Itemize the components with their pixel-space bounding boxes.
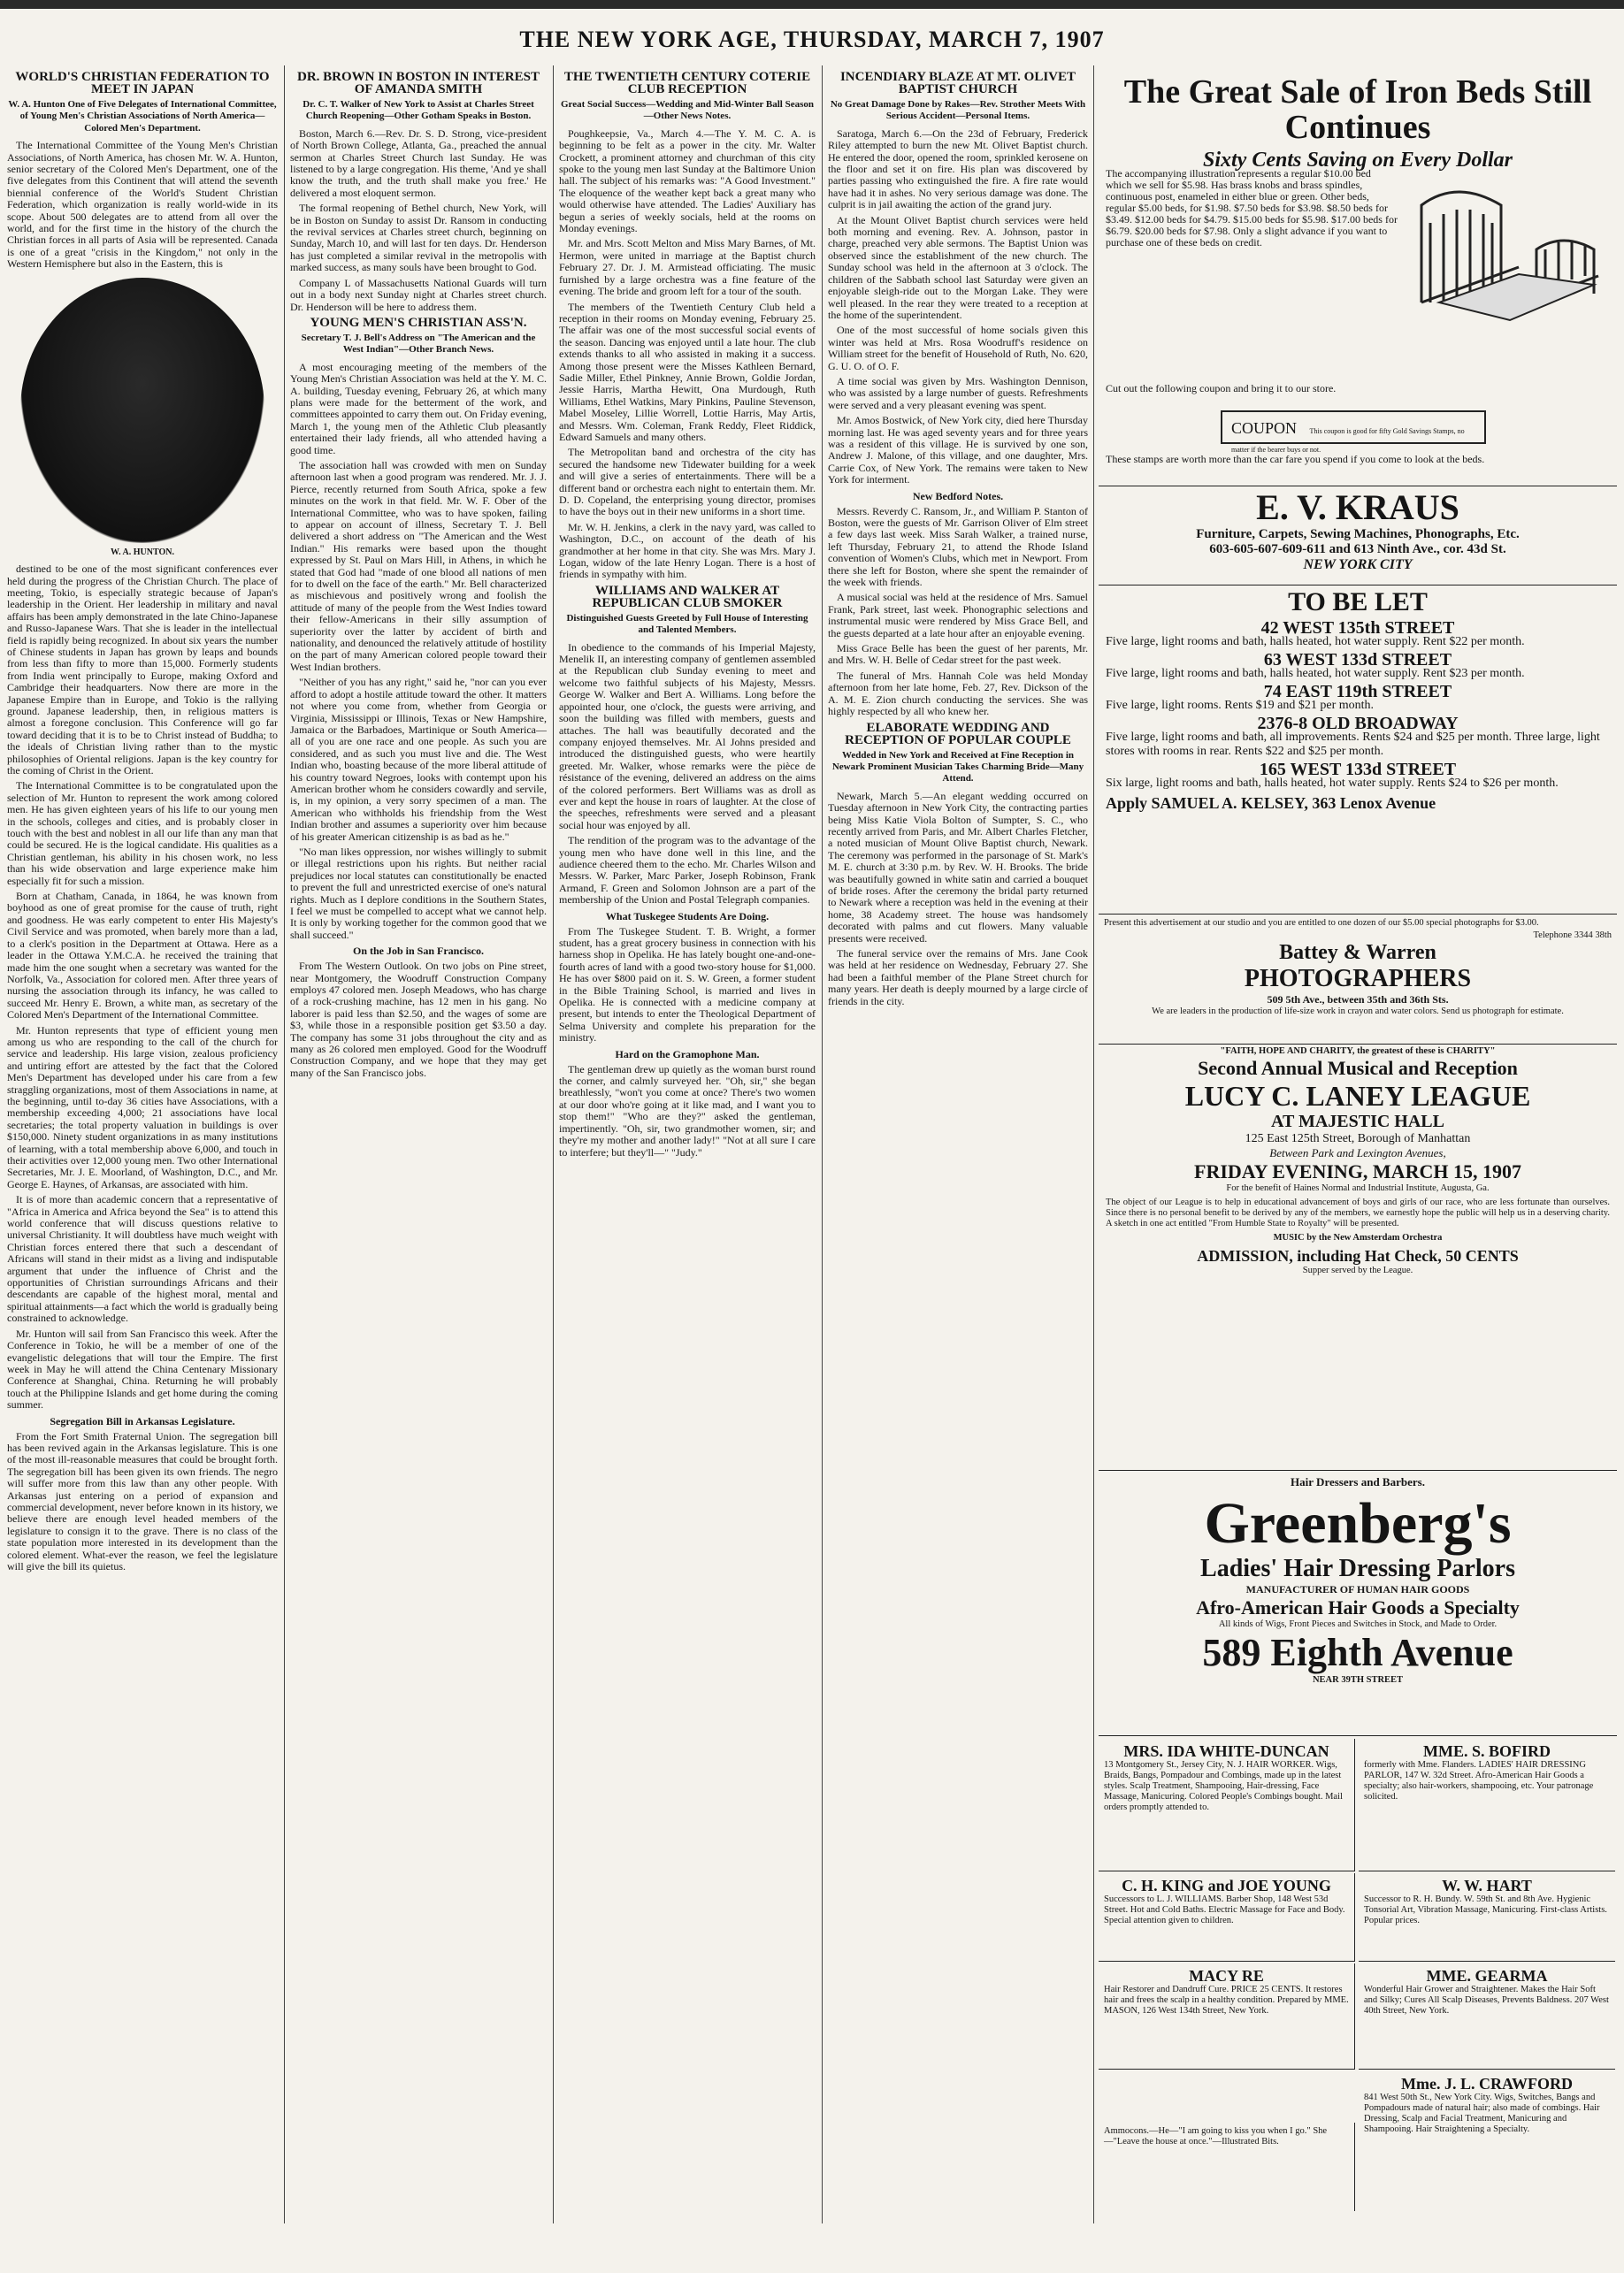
listing-item (1106, 762, 1610, 791)
ad-small (1359, 2071, 1615, 2213)
article-headline: YOUNG MEN'S CHRISTIAN ASS'N. (310, 315, 527, 330)
article-paragraph: Mr. W. H. Jenkins, a clerk in the navy yard, was called to Washington, D.C., on account of the death of his grandmother at her home in that city. She was Mrs. Mary J. Logan, widow of the late Henry Logan. There is a host of friends in sympathy with him. (559, 520, 816, 581)
article-paragraph: The rendition of the program was to the advantage of the young men who have done well in this line, and the audience cheered them to the echo. Mr. Charles Wilson and Messrs. W. Parker, Marc Parker, Joseph Robinson, Frank Armand, F. Green and Solomon Johnson are a part of the membership of the Union and Postal Telegraph companies. (559, 834, 816, 907)
ad-body: formerly with Mme. Flanders. LADIES' HAIR DRESSING PARLOR, 147 W. 32d Street. Afro-American Hair Goods a specialty; also hair-workers, shampooing, etc. Your patronage solicited. (1364, 1760, 1594, 1802)
joke-text: Ammocons.—He—"I am going to kiss you when I go." She—"Leave the house at once."—Illustrated Bits. (1104, 2126, 1328, 2147)
listing-address: 42 WEST 135th STREET (1260, 618, 1455, 638)
masthead-text: THE NEW YORK AGE, THURSDAY, MARCH 7, 1907 (519, 27, 1105, 52)
ad-kraus (1099, 488, 1617, 585)
article-headline: INCENDIARY BLAZE AT MT. OLIVET BAPTIST CHURCH (839, 70, 1076, 96)
article-paragraph: The association hall was crowded with men on Sunday afternoon last when a good program was rendered. Mr. J. J. Pierce, recently returned from South Africa, spoke a few minutes on the work in that field. Mr. W. F. Ober of the International Committee, who was to have spoken, failing to appear on account of illness, Secretary T. J. Bell delivered a short address on "The American and the West Indian." His remarks were based upon the thought expressed by St. Paul on Mars Hill, in Athens, in which he stated that God had "made of one blood all nations of men for to dwell on the face of the earth." Mr. Bell characterized as mischievous and positively wrong and foolish the attitude of many of the people from the West Indies toward their fellow-Americans in their silly assumption of superiority over the latter by accident of birth and nationality, and denounced the relatively attitude of hostility on the part of many American colored people toward their West Indian brothers. (290, 458, 547, 673)
ad-date: FRIDAY EVENING, MARCH 15, 1907 (1194, 1160, 1521, 1182)
ad-motto: "FAITH, HOPE AND CHARITY, the greatest of these is CHARITY" (1220, 1046, 1496, 1056)
ad-name: Battey & Warren (1279, 941, 1436, 964)
article-paragraph: A musical social was held at the residence of Mrs. Samuel Frank, Park street, last week. Phonographic selections and instrumental music were rendered by Miss Grace Bell, and the guests departed at a late hour after an enjoyable evening. (828, 591, 1088, 639)
article-headline: Hard on the Gramophone Man. (615, 1047, 760, 1060)
ad-small (1359, 1873, 1615, 1962)
ad-tagline: Sixty Cents Saving on Every Dollar (1202, 149, 1513, 172)
article-headline: WILLIAMS AND WALKER AT REPUBLICAN CLUB SMOKER (592, 583, 783, 610)
article-headline: DR. BROWN IN BOSTON IN INTEREST OF AMANDA SMITH (297, 70, 540, 96)
ad-small (1359, 1739, 1615, 1871)
ad-small (1099, 1739, 1355, 1871)
article-paragraph: The members of the Twentieth Century Club held a reception in their rooms on Monday evening, February 25. The affair was one of the most successful social events of the season. Dancing was enjoyed until a late hour. The club extends thanks to all who assisted in making it a success. Among those present were the Misses Kathleen Bernard, Sadie Miller, Ethel Pinkney, Annie Brown, Goldie Jordan, Jessie Harris, Martha Hewitt, Ona Murdough, Ruth Williams, Ethel Watkins, Mary Pinkins, Pauline Stevenson, Mabel Moseley, Lillie Worrell, Lottie Harris, May Artis, and Messrs. Wm. Coleman, Frank Reddy, Fleet Riddick, Edward Samuels and many others. (559, 300, 816, 443)
column-rule (822, 65, 823, 2223)
ad-heading: TO BE LET (1288, 587, 1428, 616)
ad-address: 589 Eighth Avenue (1202, 1631, 1513, 1674)
article-subhead: Great Social Success—Wedding and Mid-Winter Ball Season—Other News Notes. (560, 99, 815, 122)
article-paragraph: Company L of Massachusetts National Guards will turn out in a body next Sunday night at Charles street church. Dr. Henderson will be here to address them. (290, 276, 547, 313)
article-paragraph: Mr. and Mrs. Scott Melton and Miss Mary Barnes, of Mt. Hermon, were united in marriage at the Baptist church February 27. Dr. J. M. Armistead officiating. The music furnished by a large orchestra was a fine feature of the evening. The bride and groom left for a tour of the south. (559, 237, 816, 298)
article-paragraph: Saratoga, March 6.—On the 23d of February, Frederick Riley attempted to burn the new Mt. Olivet Baptist church. He entered the door, opened the room, sprinkled kerosene on the floor and set it on fire. His plan was discovered by parties passing who extinguished the fire. A fire rate would have had it in ashes. No very serious damage was done. The culprit is in jail awaiting the action of the grand jury. (828, 126, 1088, 211)
joke (1099, 2123, 1355, 2211)
coupon-box (1221, 410, 1486, 454)
ad-battey-warren (1099, 916, 1617, 1045)
ad-name: E. V. KRAUS (1256, 488, 1459, 527)
column-2 (290, 69, 547, 2254)
listing-address: 165 WEST 133d STREET (1259, 760, 1457, 779)
ad-body: Hair Restorer and Dandruff Cure. PRICE 25 CENTS. It restores hair and frees the scalp in a healthy condition. Prepared by MME. MASON, 126 West 134th Street, New York. (1104, 1985, 1349, 2016)
ad-line: Afro-American Hair Goods a Specialty (1196, 1596, 1520, 1619)
ad-between: Between Park and Lexington Avenues, (1269, 1146, 1446, 1159)
article-paragraph: The funeral service over the remains of Mrs. Jane Cook was held at her residence on Wednesday, February 27. She had been a faithful member of the Plane Street church for many years. Her death is deeply mourned by a large circle of friends in the city. (828, 947, 1088, 1007)
ad-name: MME. S. BOFIRD (1423, 1742, 1551, 1760)
article-headline: On the Job in San Francisco. (352, 945, 485, 958)
ad-body: Wonderful Hair Grower and Straightener. Makes the Hair Soft and Silky; Cures All Scalp Diseases, Prevents Baldness. 207 West 40th Street, New York. (1364, 1985, 1609, 2016)
ad-line: 603-605-607-609-611 and 613 Ninth Ave., cor. 43d St. (1209, 542, 1506, 556)
listing-desc: Five large, light rooms and bath, halls heated, hot water supply. Rent $22 per month. (1106, 635, 1525, 648)
ad-body: 841 West 50th St., New York City. Wigs, Switches, Bangs and Pompadours made of natural hair; also made of combings. Hair Dressing, Scalp and Facial Treatment, Manicuring and Shampooing. Hair Straightening a Specialty. (1364, 2093, 1600, 2134)
article-paragraph: Mr. Amos Bostwick, of New York city, died here Thursday morning last. He was aged seventy years and for three years was a resident of this village. He is survived by one son, Andrew J. Malone, of this village, and one daughter, Mrs. Carrie Cox, of New York. The remains were taken to New York for interment. (828, 414, 1088, 486)
bed-illustration (1404, 170, 1612, 347)
listing-address: 63 WEST 133d STREET (1263, 650, 1452, 670)
ad-title: Second Annual Musical and Reception (1198, 1057, 1518, 1079)
article-paragraph: At the Mount Olivet Baptist church services were held both morning and evening. Rev. A. Johnson, pastor in charge, preached very able sermons. The Baptist Union was observed since the establishment of the new church. The Sunday school was held in the afternoon at 3 o'clock. The children of the Sabbath school last Saturday were given an enjoyable sleigh-ride out to the Morgan Lake. They were well pleased. In the rear they were treated to a reception at the home of the superintendent. (828, 213, 1088, 321)
ad-name: C. H. KING and JOE YOUNG (1122, 1877, 1331, 1894)
ad-headline: The Great Sale of Iron Beds Still Continues (1123, 73, 1592, 146)
article-paragraph: Poughkeepsie, Va., March 4.—The Y. M. C. A. is beginning to be felt as a power in the city. Mr. Walter Crockett, a prominent attorney and churchman of this city spoke to the young men last Sunday at the Baltimore Union hall. The subject of his remarks was: "A Good Investment." The eloquence of the weather kept back a great many who would otherwise have attended. The Ladies' Auxiliary has begun a series of weekly socials, held at the rooms on Monday evenings. (559, 126, 816, 235)
ad-small (1099, 1873, 1355, 1962)
ad-iron-beds (1099, 71, 1617, 486)
article-subhead: Secretary T. J. Bell's Address on "The American and the West Indian"—Other Branch News. (301, 332, 536, 356)
article-subhead: Dr. C. T. Walker of New York to Assist at Charles Street Church Reopening—Other Gotham Speaks in Boston. (303, 99, 534, 122)
ad-name: MRS. IDA WHITE-DUNCAN (1123, 1742, 1329, 1760)
listing-list (1099, 618, 1617, 812)
ad-name: MME. GEARMA (1426, 1967, 1548, 1985)
article-paragraph: The gentleman drew up quietly as the woman burst round the corner, and calmly surveyed her. "Oh, sir," she began breathlessly, "won't you come at once? There's two women at our door who're going at it like mad, and I want you to stop them!" "Who are they?" asked the gentleman, impertinently. "Oh, sir, two grandmother women, sir; and they're my mother and another lady!" "Not at all sure I care to interfere; but they'll—" "Judy." (559, 1062, 816, 1159)
ad-line: All kinds of Wigs, Front Pieces and Switches in Stock, and Made to Order. (1218, 1619, 1498, 1629)
article-paragraph: It is of more than academic concern that a representative of "Africa in America and Africa beyond the Sea" is to attend this world conference that will discuss questions relative to universal Christianity. It will doubtless have much weight with Christian forces entered there that such a descendant of Africans will stand in their midst as a living and indisputable argument that under the influence of Christ and the opportunities of Christian surroundings Africans and their descendants are capable of the highest moral, mental and spiritual attainments—a fact which the world is gradually being constrained to acknowledge. (7, 1193, 278, 1325)
article-headline: ELABORATE WEDDING AND RECEPTION OF POPULAR COUPLE (845, 720, 1071, 747)
article-paragraph: "Neither of you has any right," said he, "nor can you ever afford to adopt a hostile attitude toward the other. It matters not where you come from, whether from Georgia or Virginia, Mississippi or Illinois, Texas or New Hampshire, Jamaica or the Barbadoes, Martinique or South America—all of you are one race and one people. As such you are considered, and as such you must live and die. The West Indian who, boasting because of the more liberal attitude of his country toward Negroes, looks with contempt upon his American brother whom he considers cowardly and servile, is, in my opinion, a very sorry specimen of a man. The American who withholds his friendship from the West Indian brother and assumes a superiority over him because of his greater American citizenship is as bad as he." (290, 676, 547, 843)
listing-address: 74 EAST 119th STREET (1263, 682, 1452, 701)
ad-cutout-note: Cut out the following coupon and bring it to our store. (1106, 382, 1337, 394)
article-paragraph: One of the most successful of home socials given this winter was held at Mrs. Rosa Woodruff's residence on William street for the benefit of Household of Ruth, No. 620, G. U. O. of O. F. (828, 324, 1088, 372)
article-headline: Segregation Bill in Arkansas Legislature. (50, 1414, 235, 1427)
column-rule (553, 65, 554, 2223)
article-paragraph: Messrs. Reverdy C. Ransom, Jr., and William P. Stanton of Boston, were the guests of Mr. Garrison Oliver of Elm street a few days last week. Miss Sarah Walker, a trained nurse, left Thursday, February 21, to attend the Rhode Island convention of Women's Clubs, which met in Newport. From there she left for Boston, where she spent the remainder of the week with friends. (828, 504, 1088, 589)
ad-line: NEW YORK CITY (1303, 557, 1413, 572)
article-paragraph: The funeral of Mrs. Hannah Cole was held Monday afternoon from her late home, Feb. 27, Rev. Dickson of the A. M. E. Zion church conducting the services. She was highly respected by all who knew her. (828, 669, 1088, 718)
article-paragraph: "No man likes oppression, nor wishes willingly to submit or illegal restrictions upon his rights. But neither racial prejudices nor local statutes can constitutionally be enacted to prevent the full and unrestricted exercise of one's natural rights. Much as I deplore conditions in the Southern States, I feel we must be compelled to accept what we cannot help. It is only by working together for the common good that we shall succeed." (290, 845, 547, 941)
article-paragraph: destined to be one of the most significant conferences ever held during the progress of the Christian Church. The place of meeting, Tokio, is especially strategic because of Japan's leadership in the Orient. Her leadership in military and naval affairs has been amply demonstrated in the late Chino-Japanese and Russo-Japanese Wars. That she is leader in the intellectual field is rapidly being recognized. In about six years the number of Chinese students in Japan has grown by leaps and bounds from less than fifty to more than 15,000. Formerly students from India went principally to Europe, making Oxford and Cambridge their headquarters. Now there are more in the Japanese Empire than in Europe, and Tokio is the rallying ground. Japanese leadership, then, in religious matters is almost a foregone conclusion. This Conference will go far toward deciding that it is to be to Christ instead of Buddha; to the ideals of Christian living rather than to the mystic philosophies of Oriental religions. Japan is the key country for the coming of Christ in the Orient. (7, 563, 278, 777)
article-paragraph: A time social was given by Mrs. Washington Dennison, who was assisted by a large number of guests. Refreshments were served and a very pleasant evening was spent. (828, 374, 1088, 411)
ad-address: 509 5th Ave., between 35th and 36th Sts. (1267, 993, 1449, 1006)
listing-desc: Five large, light rooms and bath, halls heated, hot water supply. Rent $23 per month. (1106, 667, 1525, 680)
ad-music: MUSIC by the New Amsterdam Orchestra (1273, 1233, 1443, 1243)
ad-line: Ladies' Hair Dressing Parlors (1200, 1555, 1515, 1582)
masthead (0, 0, 1624, 55)
article-headline: New Bedford Notes. (912, 489, 1004, 502)
article-subhead: Distinguished Guests Greeted by Full House of Interesting and Talented Members. (566, 612, 808, 636)
listing-desc: Five large, light rooms and bath, all improvements. Rents $24 and $25 per month. Three large, light stores with rooms in rear. Rents $22 and $25 per month. (1106, 731, 1600, 758)
ad-top-note: Present this advertisement at our studio and you are entitled to one dozen of our $5.00 special photographs for $3.00. (1104, 918, 1539, 928)
portrait-photo (20, 278, 264, 543)
ad-title-main: LUCY C. LANEY LEAGUE (1184, 1080, 1531, 1112)
ad-address: 125 East 125th Street, Borough of Manhattan (1245, 1132, 1471, 1145)
ad-benefit: For the benefit of Haines Normal and Industrial Institute, Augusta, Ga. (1226, 1183, 1490, 1193)
ad-subtitle: PHOTOGRAPHERS (1244, 965, 1472, 992)
article-paragraph: Born at Chatham, Canada, in 1864, he was known from boyhood as one of great promise for the cause of truth, right and goodness. He was early competent to enter His Majesty's Civil Service and was promoted, when barely more than a lad, to a clerk's position in the Department at Ottawa. Here as a leader in the Ottawa Y.M.C.A. he received the training that made him the one sought when a secretary was wanted for the Norfolk, Va., Association for colored men. After three years of nursing the association through its infancy, he was called to succeed Mr. Henry E. Brown, a white man, as secretary of the Colored Men's Department of the International Committee. (7, 890, 278, 1022)
article-paragraph: Miss Grace Belle has been the guest of her parents, Mr. and Mrs. W. H. Belle of Cedar street for the past week. (828, 642, 1088, 667)
ad-note: We are leaders in the production of life-size work in crayon and water colors. Send us photograph for estimate. (1152, 1006, 1564, 1016)
listing-item (1106, 618, 1610, 649)
ad-name: W. W. HART (1442, 1877, 1532, 1894)
article-paragraph: From the Fort Smith Fraternal Union. The segregation bill has been revived again in the Arkansas legislature. This is one of the most ill-reasonable measures that could be brought forth. The segregation bill has been given its own friends. The negro will suffer more from this law than any other people. With Arkansas just entering on a period of expansion and commercial development, never before known in its history, we believe there are enough level headed members of the legislature to consign it to the grave. There is no class of the state population more interested in its development than the colored element. What-ever the reason, we feel the legislature will give the bill its quietus. (7, 1429, 278, 1573)
column-3 (559, 69, 816, 2254)
listing-desc: Five large, light rooms. Rents $19 and $21 per month. (1106, 699, 1375, 712)
ad-small (1359, 1963, 1615, 2070)
article-paragraph: The formal reopening of Bethel church, New York, will be in Boston on Sunday to assist Dr. Ransom in conducting the revival services at Charles street church, beginning on Sunday, March 10, and will last for ten days. Dr. Henderson has just completed a similar revival in the metropolis with marked success, as many souls have been brought to God. (290, 202, 547, 274)
article-paragraph: The Metropolitan band and orchestra of the city has secured the handsome new Tidewater building for a week and will give a series of entertainments. There will be a different band or orchestra each night to entertain them. Mr. D. D. Copeland, the enterprising young director, promises to have the boys out in their new uniforms in a short time. (559, 446, 816, 518)
article-headline: THE TWENTIETH CENTURY COTERIE CLUB RECEPTION (563, 70, 811, 96)
article-paragraph: Mr. Hunton represents that type of efficient young men among us who are responding to the call of the church for service and leadership. His large vision, zealous proficiency and untiring effort are attested by the fact that the Colored Men's Department has developed under his care from a few straggling organizations, most of them Associations in name, at the beginning, until to-day 36 cities have Associations, with a membership exceeding 4,000; 21 associations have local secretaries; the total property valuation in buildings is over $150,000. Ninety student organizations in as many institutions of learning, with a total membership above 6,000, and touch in their activities over 12,000 young men. Two other International Secretaries, Mr. J. E. Moorland, of Washington, D.C., and Mr. George E. Haynes, of Arkansas, are associated with him. (7, 1023, 278, 1190)
ad-name: MACY RE (1189, 1967, 1264, 1985)
article-paragraph: From The Tuskegee Student. T. B. Wright, a former student, has a great grocery business in connection with his harness shop in Opelika. He has lately bought one-and-one-fourth acres of land with a good two-story house for $1,000. He has over $800 paid on it. S. W. Green, a former student in the Bible Training School, is married and lives in Opelika. He is connected with a medicine company at present, but intends to enter the Theological Department of Selma University and complete his preparation for the ministry. (559, 924, 816, 1045)
column-rule (1093, 65, 1094, 2223)
column-rule (284, 65, 285, 2223)
column-4 (828, 69, 1088, 2254)
section-label: Hair Dressers and Barbers. (1291, 1475, 1425, 1489)
ad-name: Greenberg's (1204, 1493, 1512, 1556)
coupon-fine-print: This coupon is good for fifty Gold Savings Stamps, no matter if the bearer buys or not. (1231, 427, 1465, 454)
article-headline: WORLD'S CHRISTIAN FEDERATION TO MEET IN JAPAN (15, 70, 270, 96)
ad-line: Furniture, Carpets, Sewing Machines, Phonographs, Etc. (1196, 527, 1520, 541)
listing-item (1106, 682, 1610, 713)
article-paragraph: From The Western Outlook. On two jobs on Pine street, near Montgomery, the Woodruff Construction Company employs 47 colored men. Joseph Meadows, who has charge of a rock-crushing machine, has 12 men in his gang. No laborer is paid less than $2.50, and the wages of some are $3, while those in a responsible position get $3.50 a day. The company has some 31 jobs throughout the city and as many as 26 colored men employed. Good for the Woodruff Construction Company, and we hope that they may get many of the San Francisco jobs. (290, 960, 547, 1079)
ad-supper: Supper served by the League. (1302, 1266, 1413, 1275)
article-paragraph: Newark, March 5.—An elegant wedding occurred on Tuesday afternoon in New York City, the contracting parties being Miss Katie Viola Bolton of Sumpter, S. C., who recently arrived from Paris, and Mr. Albert Charles Fletcher, a noted musician of Mount Olive Baptist church, Newark. The ceremony was performed in the parsonage of St. Mark's M. E. church at 3:30 p.m. by Rev. W. H. Brooks. The bride was beautifully gowned in white satin and carried a bouquet of bride roses. After the ceremony the bridal party returned to Newark where a reception was held in the evening at their home, 38 Academy street. The house was handsomely decorated with palms and cut flowers. Many valuable presents were received. (828, 789, 1088, 945)
listing-item (1106, 716, 1610, 759)
column-1 (7, 69, 278, 2254)
article-subhead: W. A. Hunton One of Five Delegates of International Committee, of Young Men's Christian Associations of North America—Colored Men's Department. (8, 99, 277, 134)
ad-venue: AT MAJESTIC HALL (1271, 1112, 1444, 1131)
article-paragraph: Boston, March 6.—Rev. Dr. S. D. Strong, vice-president of North Brown College, Atlanta, Ga., preached the annual sermon at Charles Street Church last Sunday. He was listened to by a large congregation. His theme, 'And ye shall know the truth, and the truth shall make you free.' He delivered a most eloquent sermon. (290, 126, 547, 199)
ad-phone: Telephone 3344 38th (1533, 930, 1612, 940)
article-headline: What Tuskegee Students Are Doing. (605, 909, 770, 922)
ad-name: Mme. J. L. CRAWFORD (1401, 2075, 1573, 2093)
listing-desc: Six large, light rooms and bath, halls heated, hot water supply. Rents $24 to $26 per month. (1106, 777, 1559, 790)
ad-laney-league (1099, 1046, 1617, 1471)
ad-small (1099, 1963, 1355, 2070)
ad-greenberg (1099, 1493, 1617, 1736)
ad-admission: ADMISSION, including Hat Check, 50 CENTS (1197, 1247, 1519, 1265)
ad-near: NEAR 39TH STREET (1312, 1675, 1404, 1685)
listing-address: 2376-8 OLD BROADWAY (1257, 714, 1459, 733)
coupon-label: COUPON (1231, 419, 1298, 437)
article-paragraph: The International Committee of the Young Men's Christian Associations, of North America, has chosen Mr. W. A. Hunton, senior secretary of the Colored Men's Department, one of the five delegates from this Continent that will attend the seventh biennial conference of the World's Student Christian Federation, which organization is really world-wide in its scope. About 500 delegates are to attend from all over the world, and for the first time in the history of the church the Christian forces in all parts of Asia will be represented. Canada is one of a great "crisis in the Kingdom," not only in the Western Hemisphere but also in the Eastern, this is (7, 139, 278, 271)
ad-apply: Apply SAMUEL A. KELSEY, 363 Lenox Avenue (1106, 794, 1436, 812)
ad-body: 13 Montgomery St., Jersey City, N. J. HAIR WORKER. Wigs, Braids, Bangs, Pompadour and Combings, made up in the latest styles. Scalp Treatment, Shampooing, Hair-dressing, Face Massage, Manicuring. Colored People's Combings bought. Mail orders promptly attended to. (1104, 1760, 1343, 1812)
article-subhead: No Great Damage Done by Rakes—Rev. Strother Meets With Serious Accident—Personal Items. (830, 99, 1086, 122)
listing-item (1106, 650, 1610, 681)
ad-body: Successor to R. H. Bundy. W. 59th St. and 8th Ave. Hygienic Tonsorial Art, Vibration Massage, Manicuring. First-class Artists. Popular prices. (1364, 1894, 1607, 1925)
ad-body: Successors to L. J. WILLIAMS. Barber Shop, 148 West 53d Street. Hot and Cold Baths. Electric Massage for Face and Body. Special attention given to children. (1104, 1894, 1345, 1925)
ad-body: The accompanying illustration represents a regular $10.00 bed which we sell for $5.98. Has brass knobs and brass spindles, continuous post, enameled in either blue or green. Other beds, regular $5.00 beds, for $1.98. $7.50 beds for $3.98. $8.50 beds for $3.49. $12.00 beds for $4.79. $15.00 beds for $5.98. $17.00 beds for $6.79. $20.00 beds for $7.98. Only a slight advance if you want to purchase one of these beds on credit. (1106, 167, 1398, 249)
article-paragraph: A most encouraging meeting of the members of the Young Men's Christian Association was held at the Y. M. C. A. building, Tuesday evening, February 26, at which many plans were made for the betterment of the work, and committees appointed to carry them out. On Friday evening, March 1, the young men of the Athletic Club pleasantly entertained their lady friends, all who attended having a good time. (290, 360, 547, 456)
article-paragraph: Mr. Hunton will sail from San Francisco this week. After the Conference in Tokio, he will be a member of one of the evangelistic delegations that will tour the Empire. The first week in May he will attend the China Centenary Missionary Conference at Shanghai, China. Returning he will probably touch at the Philippine Islands and get home during the coming summer. (7, 1327, 278, 1412)
ad-to-let (1099, 587, 1617, 915)
article-paragraph: The International Committee is to be congratulated upon the selection of Mr. Hunton to represent the work among colored men. He has given eighteen years of his life to our young men in the schools, colleges and cities, and is probably closer in touch with the best and noblest in all our life than any man that could be secured. He is the logical candidate. His qualities as a Christian gentleman, his ability in his chosen work, no less than his wide observation and large experience make him especially fit for such a mission. (7, 779, 278, 887)
article-subhead: Wedded in New York and Received at Fine Reception in Newark Prominent Musician Takes Charming Bride—Many Attend. (831, 749, 1084, 784)
photo-caption: W. A. HUNTON. (111, 547, 174, 557)
ad-stamps-note: These stamps are worth more than the car fare you spend if you come to look at the beds. (1106, 453, 1485, 465)
ad-body: The object of our League is to help in educational advancement of boys and girls of our race, who are less fortunate than ourselves. Since there is no personal benefit to be derived by any of the members, we earnestly hope the public will help us in a deserving charity. A sketch in one act entitled "From Humble State to Royalty" will be presented. (1106, 1198, 1610, 1228)
article-paragraph: In obedience to the commands of his Imperial Majesty, Menelik II, an interesting company of gentlemen assembled at the Republican club Sunday evening to meet and welcome two faithful subjects of his Majesty, Messrs. George W. Walker and Bert A. Williams. Long before the appointed hour, one o'clock, the guests were arriving, and soon the building was filled with members, guests and attaches. The hall was beautifully decorated and the company enjoyed themselves. Mr. Al Johns presided and introduced the distinguished guests, who were heartily greeted. Mr. Walker, whose remarks were the pièce de résistance of the evening, delivered an address on the aims of the colored performers. Bert Williams was as droll as ever and kept the house in roars of laughter. At the close of the speeches, refreshments were served and a pleasant social hour was enjoyed by all. (559, 640, 816, 831)
ad-line: MANUFACTURER OF HUMAN HAIR GOODS (1245, 1583, 1470, 1596)
